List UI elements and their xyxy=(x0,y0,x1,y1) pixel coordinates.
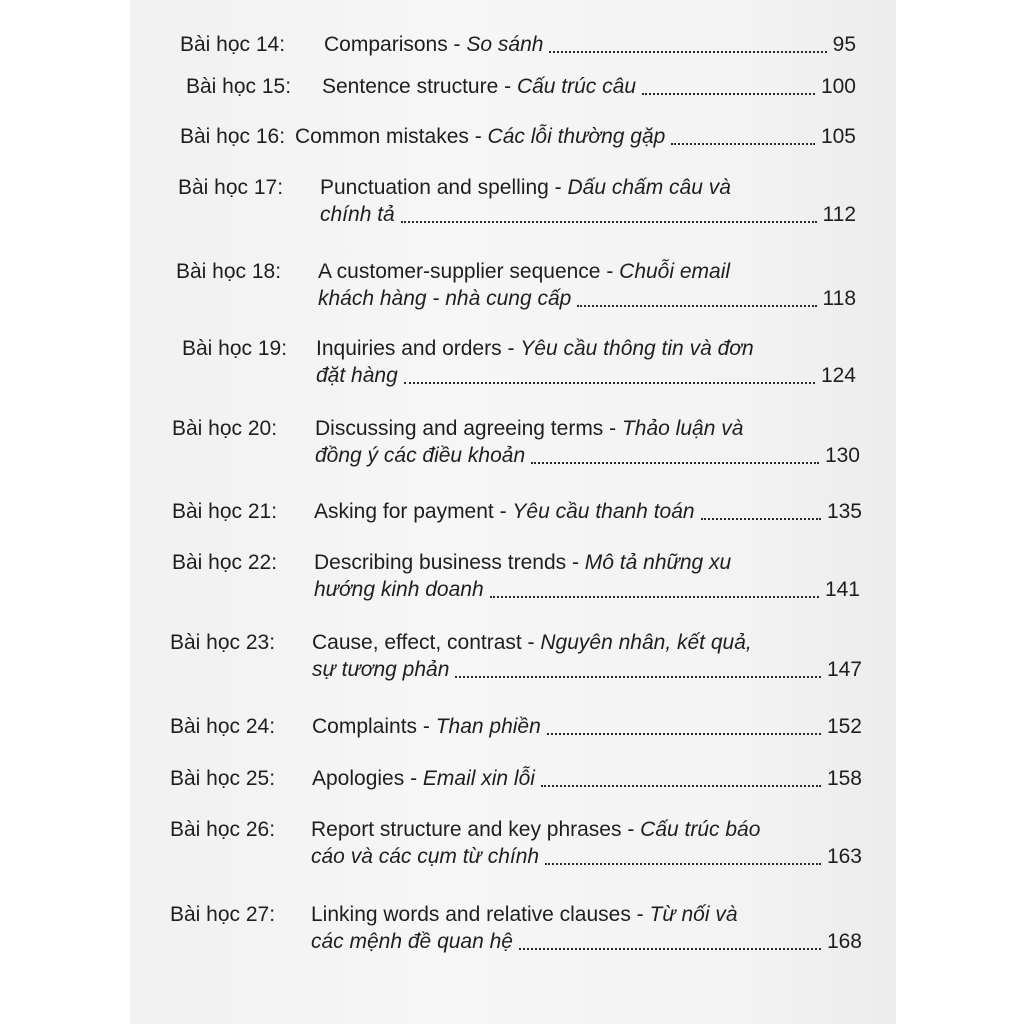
dot-leader xyxy=(545,849,821,865)
title-english: Apologies - xyxy=(312,767,423,790)
title-english: Complaints - xyxy=(312,715,436,738)
title-vietnamese: Yêu cầu thanh toán xyxy=(512,500,695,523)
entry-title-line1 xyxy=(316,334,754,364)
lesson-number: Bài học 22: xyxy=(172,551,278,574)
dot-leader xyxy=(519,934,821,950)
entry-title-line1 xyxy=(311,815,760,845)
title-english: Report structure and key phrases - xyxy=(311,818,641,841)
entry-title-line2 xyxy=(311,845,862,869)
entry-title-line1 xyxy=(314,548,731,578)
page-number: 130 xyxy=(824,444,860,467)
entry-title-line2 xyxy=(311,930,862,954)
page-number: 147 xyxy=(826,658,862,681)
title-vietnamese-cont: sự tương phản xyxy=(312,658,450,681)
title-vietnamese: Dấu chấm câu và xyxy=(567,176,731,199)
lesson-number: Bài học 25: xyxy=(170,767,276,790)
page-number: 124 xyxy=(820,364,856,387)
dot-leader xyxy=(701,504,821,520)
dot-leader xyxy=(401,207,817,223)
entry-title-line1 xyxy=(312,715,862,739)
dot-leader xyxy=(490,582,819,598)
page-number: 118 xyxy=(822,287,856,310)
title-vietnamese-cont: cáo và các cụm từ chính xyxy=(311,845,540,868)
lesson-number: Bài học 14: xyxy=(180,33,286,56)
title-vietnamese-cont: đặt hàng xyxy=(316,364,398,387)
title-vietnamese-cont: chính tả xyxy=(320,203,395,226)
title-english: Comparisons - xyxy=(324,33,467,56)
dot-leader xyxy=(549,37,826,53)
page-number: 141 xyxy=(824,578,860,601)
title-vietnamese-cont: đồng ý các điều khoản xyxy=(315,444,526,467)
page-number: 163 xyxy=(826,845,862,868)
dot-leader xyxy=(541,771,821,787)
lesson-number: Bài học 23: xyxy=(170,631,276,654)
title-english: Linking words and relative clauses - xyxy=(311,903,650,926)
title-vietnamese: Yêu cầu thông tin và đơn xyxy=(520,337,754,360)
dot-leader xyxy=(642,79,815,95)
page-number: 105 xyxy=(820,125,856,148)
title-english: Asking for payment - xyxy=(314,500,513,523)
page-number: 95 xyxy=(832,33,856,56)
page-number: 100 xyxy=(820,75,856,98)
dot-leader xyxy=(455,662,821,678)
title-english: Punctuation and spelling - xyxy=(320,176,568,199)
dot-leader xyxy=(577,291,816,307)
title-english: Inquiries and orders - xyxy=(316,337,521,360)
title-english: A customer-supplier sequence - xyxy=(318,260,620,283)
entry-title-line2 xyxy=(320,203,856,227)
entry-title-line1 xyxy=(324,33,856,57)
lesson-number: Bài học 17: xyxy=(178,176,284,199)
title-english: Common mistakes - xyxy=(295,125,488,148)
title-vietnamese: Nguyên nhân, kết quả, xyxy=(540,631,752,654)
entry-title-line2 xyxy=(316,364,856,388)
entry-title-line2 xyxy=(312,658,862,682)
entry-title-line1 xyxy=(295,125,856,149)
dot-leader xyxy=(404,368,815,384)
entry-title-line2 xyxy=(318,287,856,311)
dot-leader xyxy=(671,129,815,145)
entry-title-line1 xyxy=(322,75,856,99)
lesson-number: Bài học 15: xyxy=(186,75,292,98)
title-vietnamese: So sánh xyxy=(466,33,544,56)
dot-leader xyxy=(547,719,821,735)
lesson-number: Bài học 21: xyxy=(172,500,278,523)
entry-title-line2 xyxy=(315,444,860,468)
title-vietnamese-cont: khách hàng - nhà cung cấp xyxy=(318,287,572,310)
title-vietnamese: Email xin lỗi xyxy=(422,767,535,790)
lesson-number: Bài học 27: xyxy=(170,903,276,926)
lesson-number: Bài học 18: xyxy=(176,260,282,283)
page-number: 112 xyxy=(822,203,856,226)
title-vietnamese: Các lỗi thường gặp xyxy=(487,125,666,148)
page-number: 158 xyxy=(826,767,862,790)
entry-title-line1 xyxy=(320,173,731,203)
title-vietnamese: Thảo luận và xyxy=(621,417,744,440)
entry-title-line1 xyxy=(312,628,752,658)
title-vietnamese: Cấu trúc báo xyxy=(640,818,761,841)
page-number: 152 xyxy=(826,715,862,738)
lesson-number: Bài học 26: xyxy=(170,818,276,841)
title-english: Discussing and agreeing terms - xyxy=(315,417,622,440)
entry-title-line1 xyxy=(311,900,738,930)
lesson-number: Bài học 20: xyxy=(172,417,278,440)
lesson-number: Bài học 16: xyxy=(180,125,286,148)
title-english: Describing business trends - xyxy=(314,551,585,574)
title-vietnamese: Từ nối và xyxy=(649,903,738,926)
lesson-number: Bài học 19: xyxy=(182,337,288,360)
title-vietnamese: Chuỗi email xyxy=(619,260,731,283)
page-number: 135 xyxy=(826,500,862,523)
page-number: 168 xyxy=(826,930,862,953)
title-vietnamese: Than phiền xyxy=(435,715,541,738)
title-vietnamese-cont: hướng kinh doanh xyxy=(314,578,484,601)
title-english: Sentence structure - xyxy=(322,75,517,98)
title-vietnamese: Cấu trúc câu xyxy=(516,75,636,98)
title-vietnamese-cont: các mệnh đề quan hệ xyxy=(311,930,513,953)
entry-title-line1 xyxy=(314,500,862,524)
entry-title-line2 xyxy=(314,578,860,602)
entry-title-line1 xyxy=(312,767,862,791)
title-english: Cause, effect, contrast - xyxy=(312,631,541,654)
lesson-number: Bài học 24: xyxy=(170,715,276,738)
entry-title-line1 xyxy=(315,414,743,444)
dot-leader xyxy=(531,448,819,464)
entry-title-line1 xyxy=(318,257,730,287)
title-vietnamese: Mô tả những xu xyxy=(584,551,732,574)
